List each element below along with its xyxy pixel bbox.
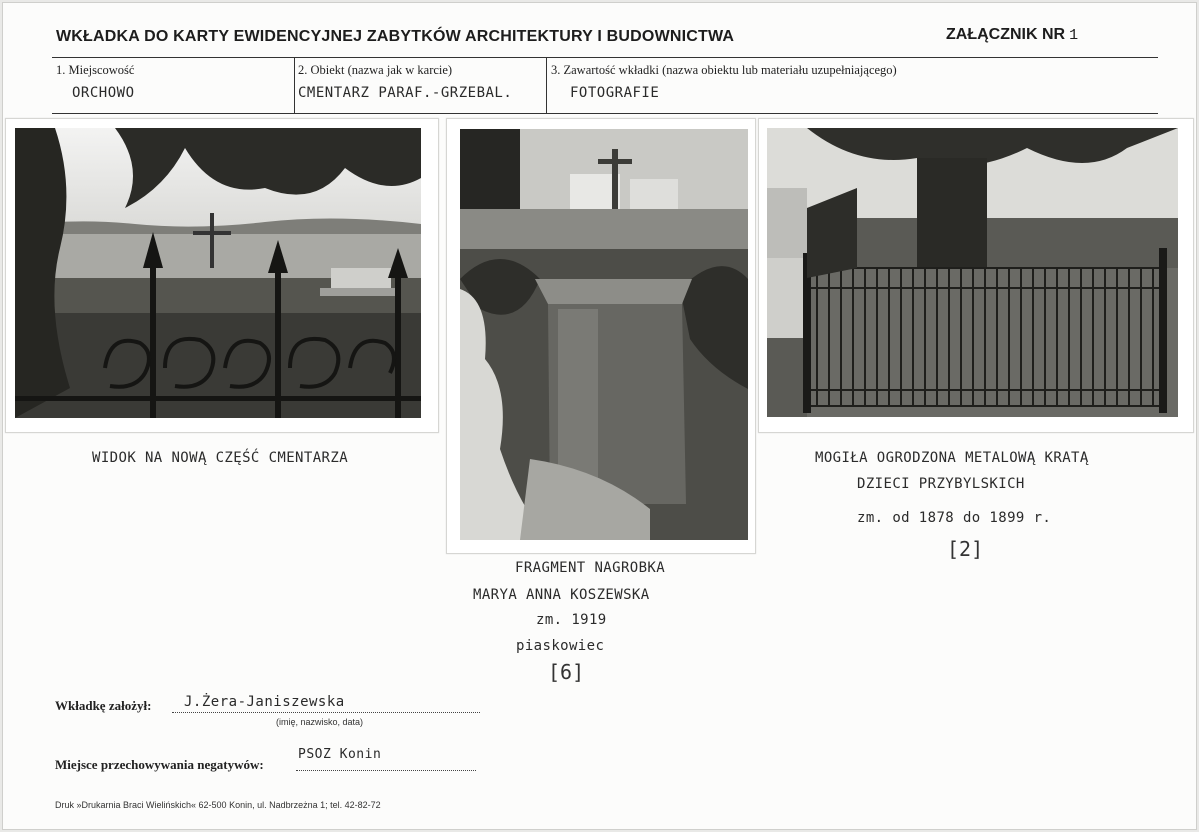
center-caption-line-2: MARYA ANNA KOSZEWSKA — [473, 587, 650, 603]
right-caption-line-3: zm. od 1878 do 1899 r. — [857, 510, 1052, 526]
place-label: 1. Miejscowość — [56, 63, 135, 77]
printer-imprint: Druk »Drukarnia Braci Wielińskich« 62-500 Konin, ul. Nadbrzeżna 1; tel. 42-82-72 — [55, 800, 381, 810]
field-divider-2 — [546, 57, 547, 113]
author-dotted-line — [172, 712, 480, 713]
author-hint: (imię, nazwisko, data) — [276, 717, 364, 727]
fenced-grave-image — [767, 128, 1178, 417]
object-value: CMENTARZ PARAF.-GRZEBAL. — [298, 85, 513, 101]
center-photo-number: [6] — [548, 660, 585, 684]
sheet-title: WKŁADKA DO KARTY EWIDENCYJNEJ ZABYTKÓW ARCHITEKTURY I BUDOWNICTWA — [56, 28, 735, 45]
negatives-value: PSOZ Konin — [298, 747, 382, 762]
photo-tombstone-fragment — [460, 129, 748, 540]
annex-label-text: ZAŁĄCZNIK NR — [946, 26, 1066, 43]
right-photo-number: [2] — [947, 537, 984, 561]
header-rule-top — [52, 57, 1158, 58]
author-label: Wkładkę założył: — [55, 698, 152, 713]
negatives-dotted-line — [296, 770, 476, 771]
negatives-label: Miejsce przechowywania negatywów: — [55, 757, 264, 772]
right-caption-line-1: MOGIŁA OGRODZONA METALOWĄ KRATĄ — [815, 450, 1089, 466]
place-value: ORCHOWO — [72, 85, 135, 101]
field-divider-1 — [294, 57, 295, 113]
annex-label — [946, 26, 1078, 44]
header-rule-bottom — [52, 113, 1158, 114]
left-photo-caption: WIDOK NA NOWĄ CZĘŚĆ CMENTARZA — [92, 450, 349, 466]
center-caption-line-1: FRAGMENT NAGROBKA — [515, 560, 666, 576]
right-caption-line-2: DZIECI PRZYBYLSKICH — [857, 476, 1025, 492]
object-label: 2. Obiekt (nazwa jak w karcie) — [298, 63, 453, 77]
center-caption-line-3: zm. 1919 — [536, 612, 607, 628]
annex-number: 1 — [1069, 27, 1079, 44]
cemetery-view-image — [15, 128, 421, 418]
content-value: FOTOGRAFIE — [570, 85, 660, 101]
photo-cemetery-new-part — [15, 128, 421, 418]
tombstone-image — [460, 129, 748, 540]
content-label: 3. Zawartość wkładki (nazwa obiektu lub materiału uzupełniającego) — [551, 63, 897, 77]
photo-fenced-grave — [767, 128, 1178, 417]
author-value: J.Żera-Janiszewska — [184, 694, 345, 710]
center-caption-line-4: piaskowiec — [516, 638, 605, 654]
